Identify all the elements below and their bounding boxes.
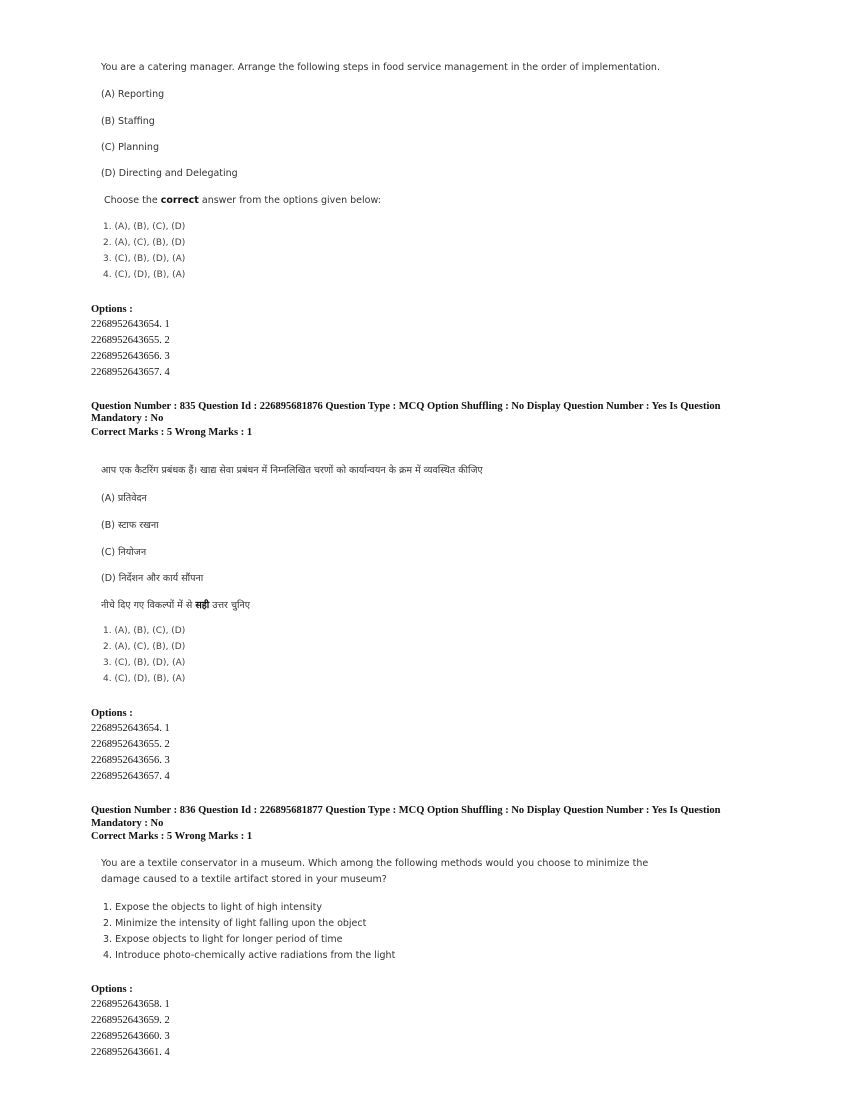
q836-option-2: 2268952643659. 2 <box>91 1015 170 1026</box>
q835-header-line2: Mandatory : No <box>91 413 164 424</box>
q835-option-4: 2268952643657. 4 <box>91 771 170 782</box>
q834-instruction-post: answer from the options given below: <box>198 195 381 206</box>
q835-answer-3: 3. (C), (B), (D), (A) <box>103 658 186 668</box>
q836-header-line1: Question Number : 836 Question Id : 226895681877 Question Type : MCQ Option Shuffling : No Display Question Number : Yes Is Question <box>91 805 721 816</box>
q836-answer-4: 4. Introduce photo-chemically active radiations from the light <box>103 950 396 961</box>
q834-stem: You are a catering manager. Arrange the following steps in food service management in the order of implementation. <box>101 62 660 73</box>
q835-answer-1: 1. (A), (B), (C), (D) <box>103 626 186 636</box>
q834-item-b: (B) Staffing <box>101 116 155 127</box>
q835-item-c: (C) नियोजन <box>101 547 147 558</box>
q836-stem-line2: damage caused to a textile artifact stored in your museum? <box>101 874 387 885</box>
q836-header-marks: Correct Marks : 5 Wrong Marks : 1 <box>91 831 253 842</box>
q835-item-b: (B) स्टाफ रखना <box>101 520 159 531</box>
q834-option-4: 2268952643657. 4 <box>91 367 170 378</box>
q836-stem-line1: You are a textile conservator in a museum. Which among the following methods would you choose to minimize the <box>101 858 649 869</box>
q835-instruction <box>101 598 250 611</box>
q834-instruction <box>104 195 381 206</box>
q835-instruction-post: उत्तर चुनिए <box>209 600 250 611</box>
q834-answer-3: 3. (C), (B), (D), (A) <box>103 254 186 264</box>
q834-item-c: (C) Planning <box>101 142 159 153</box>
q836-option-4: 2268952643661. 4 <box>91 1047 170 1058</box>
q835-stem: आप एक कैटरिंग प्रबंधक हैं। खाद्य सेवा प्रबंधन में निम्नलिखित चरणों को कार्यान्वयन के क्रम में व्यवस्थित कीजिए <box>101 465 483 476</box>
q834-answer-1: 1. (A), (B), (C), (D) <box>103 222 186 232</box>
q835-header-marks: Correct Marks : 5 Wrong Marks : 1 <box>91 427 253 438</box>
q835-answer-4: 4. (C), (D), (B), (A) <box>103 674 186 684</box>
q835-option-2: 2268952643655. 2 <box>91 739 170 750</box>
q834-option-3: 2268952643656. 3 <box>91 351 170 362</box>
q834-answer-2: 2. (A), (C), (B), (D) <box>103 238 186 248</box>
q836-options-label: Options : <box>91 984 133 995</box>
q836-answer-3: 3. Expose objects to light for longer period of time <box>103 934 343 945</box>
q834-option-2: 2268952643655. 2 <box>91 335 170 346</box>
q836-header-line2: Mandatory : No <box>91 818 164 829</box>
q836-option-3: 2268952643660. 3 <box>91 1031 170 1042</box>
q834-instruction-pre: Choose the <box>104 195 161 206</box>
q834-instruction-bold: correct <box>160 195 199 206</box>
q834-option-1: 2268952643654. 1 <box>91 319 170 330</box>
q835-header-line1: Question Number : 835 Question Id : 226895681876 Question Type : MCQ Option Shuffling : No Display Question Number : Yes Is Question <box>91 401 721 412</box>
q836-answer-2: 2. Minimize the intensity of light falling upon the object <box>103 918 367 929</box>
q834-item-a: (A) Reporting <box>101 89 165 100</box>
q835-options-label: Options : <box>91 708 133 719</box>
q834-answer-4: 4. (C), (D), (B), (A) <box>103 270 186 280</box>
q835-item-a: (A) प्रतिवेदन <box>101 493 147 504</box>
q834-options-label: Options : <box>91 304 133 315</box>
q835-option-1: 2268952643654. 1 <box>91 723 170 734</box>
q835-answer-2: 2. (A), (C), (B), (D) <box>103 642 186 652</box>
q835-instruction-bold: सही <box>195 600 210 611</box>
q835-instruction-pre: नीचे दिए गए विकल्पों में से <box>101 600 196 611</box>
q835-option-3: 2268952643656. 3 <box>91 755 170 766</box>
q835-item-d: (D) निर्देशन और कार्य सौंपना <box>101 573 204 584</box>
q836-option-1: 2268952643658. 1 <box>91 999 170 1010</box>
q836-answer-1: 1. Expose the objects to light of high intensity <box>103 902 322 913</box>
q834-item-d: (D) Directing and Delegating <box>101 168 238 179</box>
